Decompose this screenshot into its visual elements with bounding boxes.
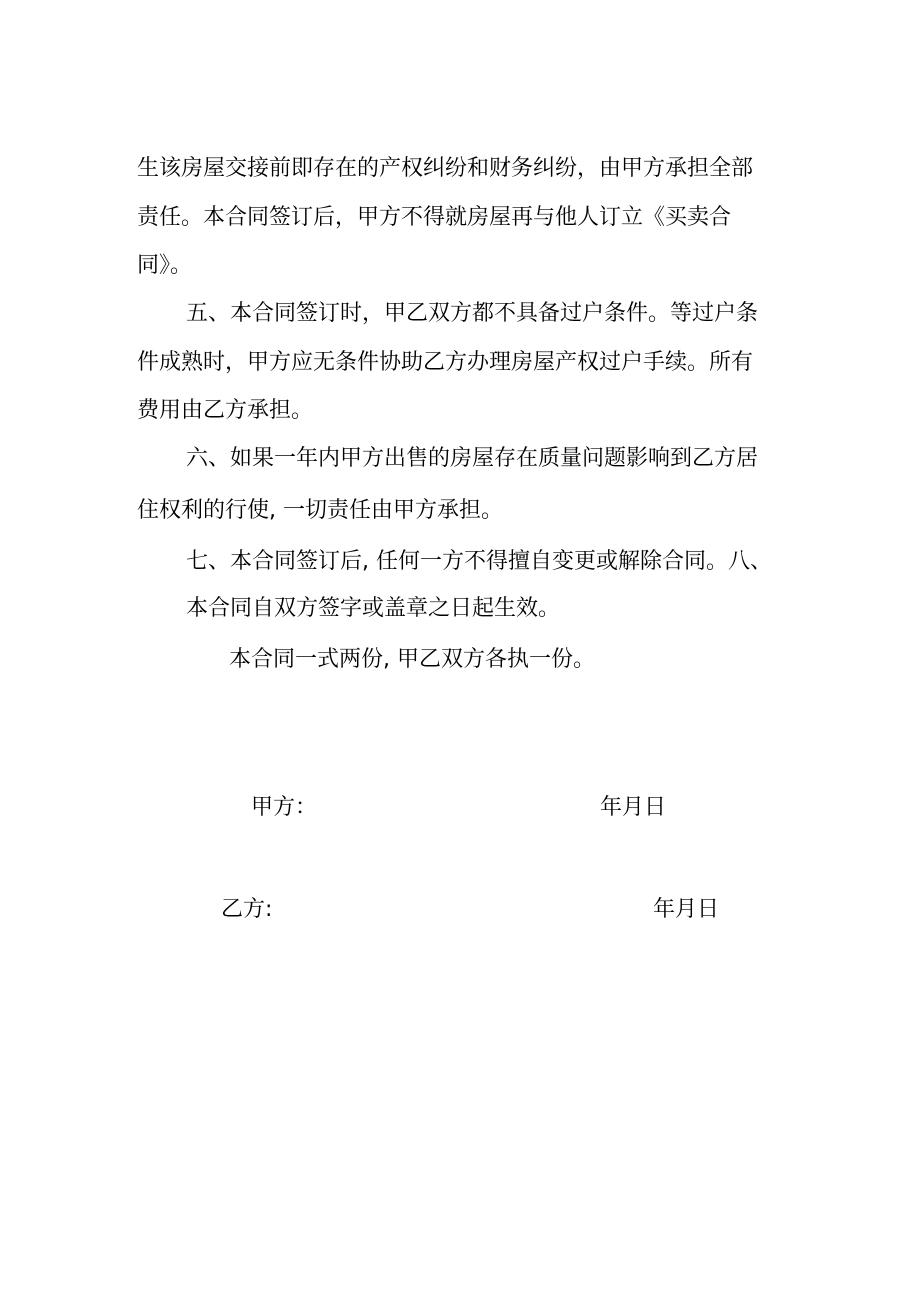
party-b-label: 乙方: [221, 897, 273, 922]
party-b-date: 年月日 [653, 897, 720, 922]
clause-five-line: 件成熟时，甲方应无条件协助乙方办理房屋产权过户手续。所有 [137, 350, 754, 375]
party-a-date: 年月日 [600, 795, 667, 820]
copies-statement: 本合同一式两份, 甲乙双方各执一份。 [229, 647, 595, 672]
clause-text-line: 责任。本合同签订后，甲方不得就房屋再与他人订立《买卖合 [137, 205, 732, 230]
clause-seven-line: 七、本合同签订后, 任何一方不得擅自变更或解除合同。八、 [186, 549, 772, 574]
clause-six-line: 六、如果一年内甲方出售的房屋存在质量问题影响到乙方居 [186, 446, 759, 471]
clause-six-line: 住权利的行使, 一切责任由甲方承担。 [137, 498, 503, 523]
clause-text-line: 生该房屋交接前即存在的产权纠纷和财务纠纷，由甲方承担全部 [137, 156, 754, 181]
clause-eight-line: 本合同自双方签字或盖章之日起生效。 [186, 596, 561, 621]
clause-five-line: 五、本合同签订时，甲乙双方都不具备过户条件。等过户条 [186, 301, 759, 326]
clause-text-line: 同》。 [137, 253, 193, 278]
clause-five-line: 费用由乙方承担。 [137, 398, 314, 423]
party-a-label: 甲方： [251, 795, 318, 820]
